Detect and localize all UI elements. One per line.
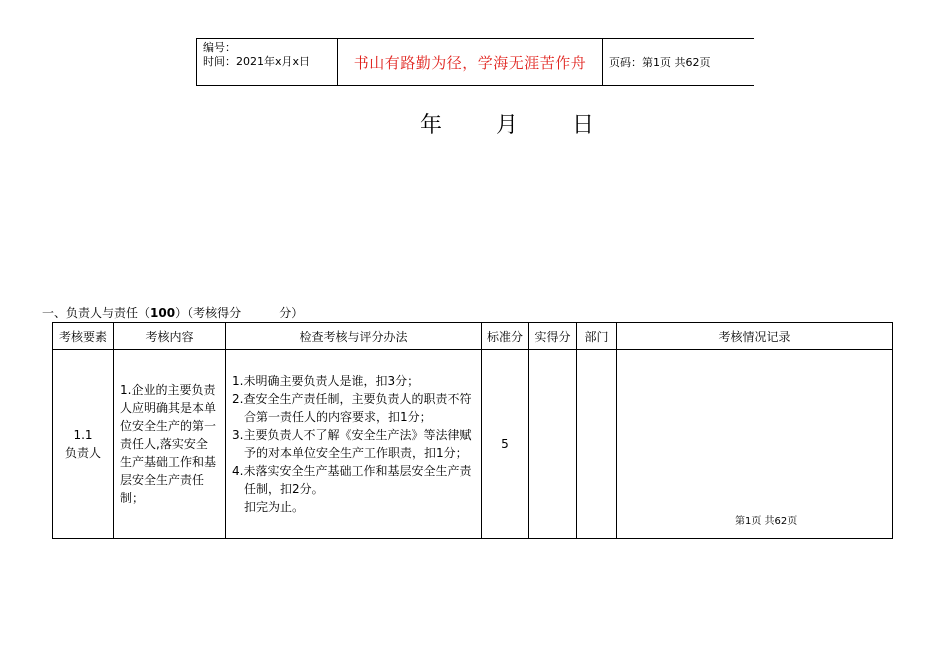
date-year: 年 [420, 113, 445, 138]
method-item: 4.未落实安全生产基础工作和基层安全生产责任制，扣2分。 [232, 464, 472, 496]
header-meta-cell [196, 39, 338, 85]
content-cell: 1.企业的主要负责人应明确其是本单位安全生产的第一责任人,落实安全生产基础工作和基层安全生产责任制； [114, 350, 226, 539]
document-header [196, 38, 754, 86]
footer-page-number: 第1页 共62页 [735, 516, 798, 527]
date-line [420, 108, 596, 139]
col-header: 实得分 [529, 323, 577, 350]
col-header: 标准分 [482, 323, 529, 350]
department-cell [577, 350, 617, 539]
table-header-row [53, 323, 893, 350]
element-cell [53, 350, 114, 539]
section-score: 100 [150, 306, 176, 320]
section-suffix: ）（考核得分 [175, 306, 242, 320]
col-header: 部门 [577, 323, 617, 350]
col-header: 考核要素 [53, 323, 114, 350]
method-item: 1.未明确主要负责人是谁，扣3分； [232, 374, 420, 388]
col-header: 考核内容 [114, 323, 226, 350]
table-row [53, 350, 893, 539]
page-info: 页码：第1页 共62页 [602, 39, 754, 85]
date-month: 月 [496, 113, 521, 138]
actual-score-cell [529, 350, 577, 539]
element-name: 负责人 [64, 446, 101, 460]
date-day: 日 [572, 113, 597, 138]
method-cell [226, 350, 482, 539]
section-prefix: 一、负责人与责任（ [42, 306, 151, 320]
number-label: 编号： [203, 41, 236, 54]
method-tail: 扣完为止。 [244, 500, 305, 514]
col-header: 考核情况记录 [617, 323, 893, 350]
method-item: 3.主要负责人不了解《安全生产法》等法律赋予的对本单位安全生产工作职责，扣1分； [232, 428, 472, 460]
standard-score-cell: 5 [482, 350, 529, 539]
record-cell [617, 350, 893, 539]
col-header: 检查考核与评分办法 [226, 323, 482, 350]
assessment-table [52, 322, 893, 539]
element-number: 1.1 [73, 428, 93, 442]
method-item: 2.查安全生产责任制，主要负责人的职责不符合第一责任人的内容要求，扣1分； [232, 392, 472, 424]
section-end: 分） [279, 306, 304, 320]
time-label: 时间：2021年x月x日 [203, 55, 311, 68]
section-title [42, 304, 303, 321]
motto: 书山有路勤为径，学海无涯苦作舟 [353, 53, 587, 72]
